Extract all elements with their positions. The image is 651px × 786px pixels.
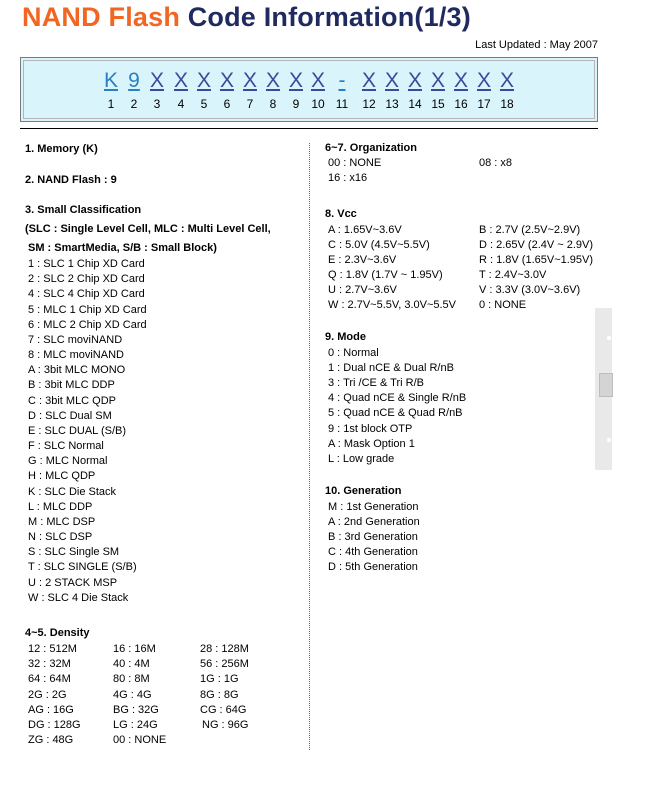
organization-heading: 6~7. Organization bbox=[325, 142, 417, 154]
title-brand: NAND Flash bbox=[22, 2, 181, 32]
vcc-cell: A : 1.65V~3.6V bbox=[328, 224, 402, 236]
code-letter: X bbox=[430, 69, 445, 92]
list-item: 4 : SLC 4 Chip XD Card bbox=[28, 288, 145, 301]
list-item: D : SLC Dual SM bbox=[28, 409, 112, 422]
density-cell: AG : 16G bbox=[28, 703, 74, 716]
code-letter: X bbox=[310, 69, 325, 92]
code-position-number: 13 bbox=[385, 97, 399, 111]
list-item: 0 : Normal bbox=[328, 347, 379, 359]
list-item: 5 : MLC 1 Chip XD Card bbox=[28, 303, 147, 316]
list-item: C : 3bit MLC QDP bbox=[28, 394, 117, 407]
list-item: L : MLC DDP bbox=[28, 500, 93, 513]
list-item: M : 1st Generation bbox=[328, 501, 419, 513]
density-cell: 12 : 512M bbox=[28, 643, 77, 655]
code-letter: X bbox=[219, 69, 234, 92]
density-cell: 32 : 32M bbox=[28, 658, 71, 671]
code-position-number: 18 bbox=[500, 97, 514, 111]
code-letter: X bbox=[242, 69, 257, 92]
vcc-cell: V : 3.3V (3.0V~3.6V) bbox=[479, 284, 581, 296]
density-cell: ZG : 48G bbox=[28, 734, 74, 747]
list-item: E : SLC DUAL (S/B) bbox=[28, 424, 127, 437]
density-cell: CG : 64G bbox=[200, 703, 247, 716]
list-item: N : SLC DSP bbox=[28, 531, 93, 544]
scrollbar-thumb[interactable] bbox=[599, 373, 613, 397]
memory-heading: 1. Memory (K) bbox=[25, 143, 98, 155]
code-letter: X bbox=[453, 69, 468, 92]
code-position-number: 8 bbox=[269, 97, 277, 111]
list-item: 7 : SLC moviNAND bbox=[28, 333, 123, 346]
list-item: H : MLC QDP bbox=[28, 470, 96, 483]
small-classification-note: (SLC : Single Level Cell, MLC : Multi Level Cell, bbox=[25, 223, 271, 235]
code-position-number: 14 bbox=[408, 97, 422, 111]
small-classification-heading: 3. Small Classification bbox=[25, 204, 142, 216]
code-letter: X bbox=[476, 69, 491, 92]
code-letter: X bbox=[149, 69, 164, 92]
code-position-number: 11 bbox=[335, 97, 349, 111]
vcc-cell: E : 2.3V~3.6V bbox=[328, 254, 397, 266]
list-item: M : MLC DSP bbox=[28, 515, 96, 528]
code-letter: - bbox=[338, 69, 346, 92]
list-item: A : Mask Option 1 bbox=[328, 437, 415, 450]
vcc-cell: B : 2.7V (2.5V~2.9V) bbox=[479, 224, 581, 236]
density-cell: 2G : 2G bbox=[28, 688, 67, 701]
list-item: 1 : SLC 1 Chip XD Card bbox=[28, 258, 145, 270]
code-letter: X bbox=[173, 69, 188, 92]
organization-cell: 08 : x8 bbox=[479, 157, 513, 169]
vcc-cell: D : 2.65V (2.4V ~ 2.9V) bbox=[479, 239, 594, 251]
code-letter: 9 bbox=[128, 69, 140, 92]
code-position-number: 6 bbox=[223, 97, 231, 111]
list-item: L : Low grade bbox=[328, 452, 395, 465]
list-item: A : 2nd Generation bbox=[328, 516, 420, 528]
list-item: A : 3bit MLC MONO bbox=[28, 364, 126, 377]
density-cell: 28 : 128M bbox=[200, 643, 249, 655]
list-item: C : 4th Generation bbox=[328, 546, 418, 558]
density-cell: NG : 96G bbox=[202, 719, 249, 731]
code-letter: X bbox=[361, 69, 376, 92]
density-cell: 80 : 8M bbox=[113, 673, 150, 686]
code-position-number: 12 bbox=[362, 97, 376, 111]
code-position-number: 10 bbox=[311, 97, 325, 111]
code-position-number: 16 bbox=[454, 97, 468, 111]
divider-line bbox=[20, 128, 598, 129]
list-item: B : 3bit MLC DDP bbox=[28, 379, 115, 392]
list-item: 9 : 1st block OTP bbox=[328, 422, 413, 435]
code-position-number: 1 bbox=[107, 97, 115, 111]
code-position-number: 7 bbox=[246, 97, 254, 111]
scrollbar[interactable] bbox=[595, 308, 612, 470]
page-title bbox=[22, 2, 471, 33]
vcc-cell: Q : 1.8V (1.7V ~ 1.95V) bbox=[328, 269, 443, 281]
list-item: F : SLC Normal bbox=[28, 440, 104, 453]
vcc-cell: W : 2.7V~5.5V, 3.0V~5.5V bbox=[328, 299, 457, 311]
list-item: 1 : Dual nCE & Dual R/nB bbox=[328, 362, 454, 375]
nand-flash-heading: 2. NAND Flash : 9 bbox=[25, 174, 117, 186]
small-classification-note: SM : SmartMedia, S/B : Small Block) bbox=[28, 242, 217, 254]
density-cell: LG : 24G bbox=[113, 719, 158, 731]
list-item: 6 : MLC 2 Chip XD Card bbox=[28, 318, 147, 331]
generation-heading: 10. Generation bbox=[325, 485, 402, 497]
density-cell: BG : 32G bbox=[113, 703, 159, 716]
code-position-number: 5 bbox=[200, 97, 208, 111]
last-updated: Last Updated : May 2007 bbox=[475, 39, 598, 51]
code-letter: X bbox=[384, 69, 399, 92]
density-cell: 64 : 64M bbox=[28, 673, 71, 686]
organization-cell: 00 : NONE bbox=[328, 157, 382, 169]
list-item: B : 3rd Generation bbox=[328, 531, 418, 543]
vcc-cell: 0 : NONE bbox=[479, 299, 527, 311]
code-letter: X bbox=[407, 69, 422, 92]
list-item: 2 : SLC 2 Chip XD Card bbox=[28, 273, 145, 286]
list-item: S : SLC Single SM bbox=[28, 546, 120, 559]
vcc-cell: R : 1.8V (1.65V~1.95V) bbox=[479, 254, 594, 266]
list-item: G : MLC Normal bbox=[28, 455, 108, 468]
density-cell: 40 : 4M bbox=[113, 658, 150, 671]
code-position-number: 17 bbox=[477, 97, 491, 111]
code-letter: X bbox=[499, 69, 514, 92]
code-letter: X bbox=[288, 69, 303, 92]
column-divider bbox=[309, 143, 310, 750]
organization-cell: 16 : x16 bbox=[328, 172, 368, 184]
density-cell: DG : 128G bbox=[28, 719, 81, 731]
list-item: K : SLC Die Stack bbox=[28, 485, 117, 498]
code-position-number: 4 bbox=[177, 97, 185, 111]
list-item: 8 : MLC moviNAND bbox=[28, 349, 124, 362]
density-cell: 1G : 1G bbox=[200, 673, 239, 686]
list-item: W : SLC 4 Die Stack bbox=[28, 591, 129, 604]
list-item: D : 5th Generation bbox=[328, 561, 418, 573]
vcc-cell: U : 2.7V~3.6V bbox=[328, 284, 397, 296]
density-cell: 4G : 4G bbox=[113, 688, 152, 701]
list-item: 3 : Tri /CE & Tri R/B bbox=[328, 377, 424, 390]
code-letter: X bbox=[196, 69, 211, 92]
mode-heading: 9. Mode bbox=[325, 331, 366, 343]
list-item: 4 : Quad nCE & Single R/nB bbox=[328, 392, 467, 405]
density-cell: 8G : 8G bbox=[200, 688, 239, 701]
title-rest: Code Information(1/3) bbox=[187, 2, 471, 32]
code-letter: K bbox=[103, 69, 118, 92]
density-heading: 4~5. Density bbox=[25, 627, 90, 639]
density-cell: 56 : 256M bbox=[200, 658, 249, 671]
code-position-number: 9 bbox=[292, 97, 300, 111]
vcc-heading: 8. Vcc bbox=[325, 208, 357, 220]
code-position-number: 3 bbox=[153, 97, 161, 111]
list-item: U : 2 STACK MSP bbox=[28, 576, 118, 589]
vcc-cell: C : 5.0V (4.5V~5.5V) bbox=[328, 239, 430, 251]
vcc-cell: T : 2.4V~3.0V bbox=[479, 269, 547, 281]
density-cell: 00 : NONE bbox=[113, 734, 167, 747]
list-item: T : SLC SINGLE (S/B) bbox=[28, 561, 137, 574]
list-item: 5 : Quad nCE & Quad R/nB bbox=[328, 407, 463, 420]
density-cell: 16 : 16M bbox=[113, 643, 156, 655]
code-position-number: 15 bbox=[431, 97, 445, 111]
code-letter: X bbox=[265, 69, 280, 92]
code-position-number: 2 bbox=[130, 97, 138, 111]
